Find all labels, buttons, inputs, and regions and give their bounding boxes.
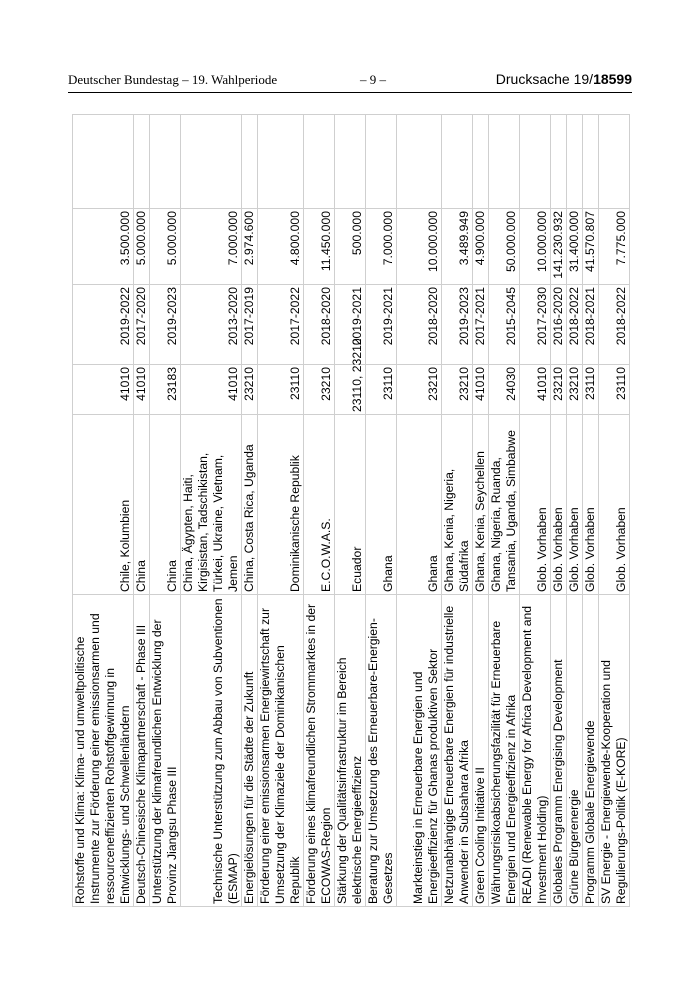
empty-cell xyxy=(520,115,551,209)
table-row xyxy=(442,115,473,907)
code-cell: 23210 xyxy=(567,365,583,415)
empty-cell xyxy=(258,115,304,209)
period-cell: 2019-2023 xyxy=(442,285,473,365)
period-cell: 2017-2022 xyxy=(258,285,304,365)
country-cell: Glob. Vorhaben xyxy=(551,415,567,595)
project-cell: Beratung zur Umsetzung des Erneuerbare-Energien-Gesetzes xyxy=(366,595,397,907)
table-row xyxy=(567,115,583,907)
period-cell: 2019-2021 xyxy=(335,285,366,365)
empty-cell xyxy=(181,115,242,209)
amount-cell: 11.450.000 xyxy=(304,209,335,285)
project-cell: Förderung einer emissionsarmen Energiewirtschaft zur Umsetzung der Klimaziele der Dominikanischen Republik xyxy=(258,595,304,907)
table-row xyxy=(73,115,134,907)
code-cell: 41010 xyxy=(73,365,134,415)
table-row xyxy=(304,115,335,907)
table-row xyxy=(551,115,567,907)
page-number: – 9 – xyxy=(360,72,386,87)
page-header xyxy=(68,72,632,93)
project-cell: SV Energie - Energiewende-Kooperation und Regulierungs-Politik (E-KORE) xyxy=(599,595,630,907)
period-cell: 2015-2045 xyxy=(489,285,520,365)
amount-cell: 5.000.000 xyxy=(150,209,181,285)
amount-cell: 7.000.000 xyxy=(181,209,242,285)
project-cell: Energielösungen für die Städte der Zukunft xyxy=(242,595,258,907)
table-row xyxy=(258,115,304,907)
document-label: Drucksache 19/ xyxy=(495,71,594,87)
country-cell: Glob. Vorhaben xyxy=(583,415,599,595)
table-row xyxy=(150,115,181,907)
country-cell: China, Ägypten, Haiti, Kirgisistan, Tadschikistan, Türkei, Ukraine, Vietnam, Jemen xyxy=(181,415,242,595)
empty-cell xyxy=(304,115,335,209)
table-row xyxy=(473,115,489,907)
empty-cell xyxy=(473,115,489,209)
period-cell: 2019-2023 xyxy=(150,285,181,365)
code-cell: 23110, 23210 xyxy=(335,365,366,415)
amount-cell: 2.974.600 xyxy=(242,209,258,285)
project-cell: Netzunabhängige Erneuerbare Energien für industrielle Anwender in Subsahara Afrika xyxy=(442,595,473,907)
amount-cell: 500.000 xyxy=(335,209,366,285)
project-cell: Stärkung der Qualitätsinfrastruktur im Bereich elektrische Energieeffizienz xyxy=(335,595,366,907)
table-row xyxy=(134,115,150,907)
project-cell: Globales Programm Energising Development xyxy=(551,595,567,907)
empty-cell xyxy=(489,115,520,209)
empty-cell xyxy=(397,115,442,209)
amount-cell: 3.500.000 xyxy=(73,209,134,285)
table-body xyxy=(73,115,630,907)
country-cell: China xyxy=(150,415,181,595)
code-cell: 41010 xyxy=(134,365,150,415)
code-cell: 23210 xyxy=(304,365,335,415)
code-cell: 23183 xyxy=(150,365,181,415)
period-cell: 2018-2022 xyxy=(599,285,630,365)
period-cell: 2018-2022 xyxy=(567,285,583,365)
code-cell: 23110 xyxy=(599,365,630,415)
table-row xyxy=(489,115,520,907)
period-cell: 2013-2020 xyxy=(181,285,242,365)
amount-cell: 5.000.000 xyxy=(134,209,150,285)
country-cell: Dominikanische Republik xyxy=(258,415,304,595)
amount-cell: 3.489.949 xyxy=(442,209,473,285)
code-cell: 23210 xyxy=(442,365,473,415)
rotated-table-frame xyxy=(72,115,628,907)
empty-cell xyxy=(335,115,366,209)
period-cell: 2018-2021 xyxy=(583,285,599,365)
empty-cell xyxy=(583,115,599,209)
empty-cell xyxy=(599,115,630,209)
period-cell: 2018-2020 xyxy=(397,285,442,365)
project-cell: Green Cooling Initiative II xyxy=(473,595,489,907)
amount-cell: 10.000.000 xyxy=(397,209,442,285)
code-cell: 23110 xyxy=(366,365,397,415)
document-number xyxy=(496,71,632,87)
country-cell: Glob. Vorhaben xyxy=(520,415,551,595)
period-cell: 2019-2021 xyxy=(366,285,397,365)
table-row xyxy=(397,115,442,907)
code-cell: 24030 xyxy=(489,365,520,415)
country-cell: Glob. Vorhaben xyxy=(599,415,630,595)
country-cell: China xyxy=(134,415,150,595)
code-cell: 23110 xyxy=(583,365,599,415)
amount-cell: 41.570.807 xyxy=(583,209,599,285)
table-row xyxy=(242,115,258,907)
empty-cell xyxy=(442,115,473,209)
amount-cell: 4.900.000 xyxy=(473,209,489,285)
country-cell: China, Costa Rica, Uganda xyxy=(242,415,258,595)
period-cell: 2017-2020 xyxy=(134,285,150,365)
country-cell: Ghana xyxy=(397,415,442,595)
project-cell: Markteinstieg in Erneuerbare Energien und Energieeffizienz für Ghanas produktiven Sektor xyxy=(397,595,442,907)
period-cell: 2017-2021 xyxy=(473,285,489,365)
empty-cell xyxy=(567,115,583,209)
code-cell: 23210 xyxy=(551,365,567,415)
table-row xyxy=(335,115,366,907)
period-cell: 2017-2019 xyxy=(242,285,258,365)
amount-cell: 141.230.932 xyxy=(551,209,567,285)
table-row xyxy=(583,115,599,907)
period-cell: 2018-2020 xyxy=(304,285,335,365)
code-cell: 41010 xyxy=(520,365,551,415)
table-row xyxy=(366,115,397,907)
table-row xyxy=(181,115,242,907)
country-cell: Glob. Vorhaben xyxy=(567,415,583,595)
project-cell: READI (Renewable Energy for Africa Development and Investment Holding) xyxy=(520,595,551,907)
empty-cell xyxy=(134,115,150,209)
code-cell: 23110 xyxy=(258,365,304,415)
amount-cell: 7.775.000 xyxy=(599,209,630,285)
country-cell: Ghana, Kenia, Seychellen xyxy=(473,415,489,595)
empty-cell xyxy=(73,115,134,209)
code-cell: 23210 xyxy=(242,365,258,415)
amount-cell: 10.000.000 xyxy=(520,209,551,285)
period-cell: 2017-2030 xyxy=(520,285,551,365)
document-id: 18599 xyxy=(593,71,632,87)
country-cell: Ghana xyxy=(366,415,397,595)
country-cell: Ecuador xyxy=(335,415,366,595)
project-cell: Technische Unterstützung zum Abbau von Subventionen (ESMAP) xyxy=(181,595,242,907)
country-cell: Ghana, Kenia, Nigeria, Südafrika xyxy=(442,415,473,595)
country-cell: Ghana, Nigeria, Ruanda, Tansania, Uganda, Simbabwe xyxy=(489,415,520,595)
period-cell: 2016-2020 xyxy=(551,285,567,365)
rotated-content xyxy=(72,115,628,907)
project-cell: Grüne Bürgerenergie xyxy=(567,595,583,907)
project-cell: Förderung eines klimafreundlichen Strommarktes in der ECOWAS-Region xyxy=(304,595,335,907)
country-cell: E.C.O.W.A.S. xyxy=(304,415,335,595)
period-cell: 2019-2022 xyxy=(73,285,134,365)
project-cell: Deutsch-Chinesische Klimapartnerschaft - Phase III xyxy=(134,595,150,907)
project-cell: Unterstützung der klimafreundlichen Entwicklung der Provinz Jiangsu Phase III xyxy=(150,595,181,907)
code-cell: 41010 xyxy=(181,365,242,415)
code-cell: 23210 xyxy=(397,365,442,415)
empty-cell xyxy=(150,115,181,209)
amount-cell: 50.000.000 xyxy=(489,209,520,285)
project-table xyxy=(72,114,630,907)
code-cell: 41010 xyxy=(473,365,489,415)
parliament-label: Deutscher Bundestag – 19. Wahlperiode xyxy=(68,72,278,87)
empty-cell xyxy=(551,115,567,209)
project-cell: Rohstoffe und Klima: Klima- und umweltpolitische Instrumente zur Förderung einer emissionsarmen und ressourceneffizienten Rohstoffgewinnung in Entwicklungs- und Schwellenländern xyxy=(73,595,134,907)
project-cell: Programm Globale Energiewende xyxy=(583,595,599,907)
amount-cell: 7.000.000 xyxy=(366,209,397,285)
project-cell: Währungsrisikoabsicherungsfazilität für Erneuerbare Energien und Energieeffizienz in Afrika xyxy=(489,595,520,907)
amount-cell: 4.800.000 xyxy=(258,209,304,285)
table-row xyxy=(520,115,551,907)
table-row xyxy=(599,115,630,907)
country-cell: Chile, Kolumbien xyxy=(73,415,134,595)
empty-cell xyxy=(242,115,258,209)
empty-cell xyxy=(366,115,397,209)
amount-cell: 31.400.000 xyxy=(567,209,583,285)
